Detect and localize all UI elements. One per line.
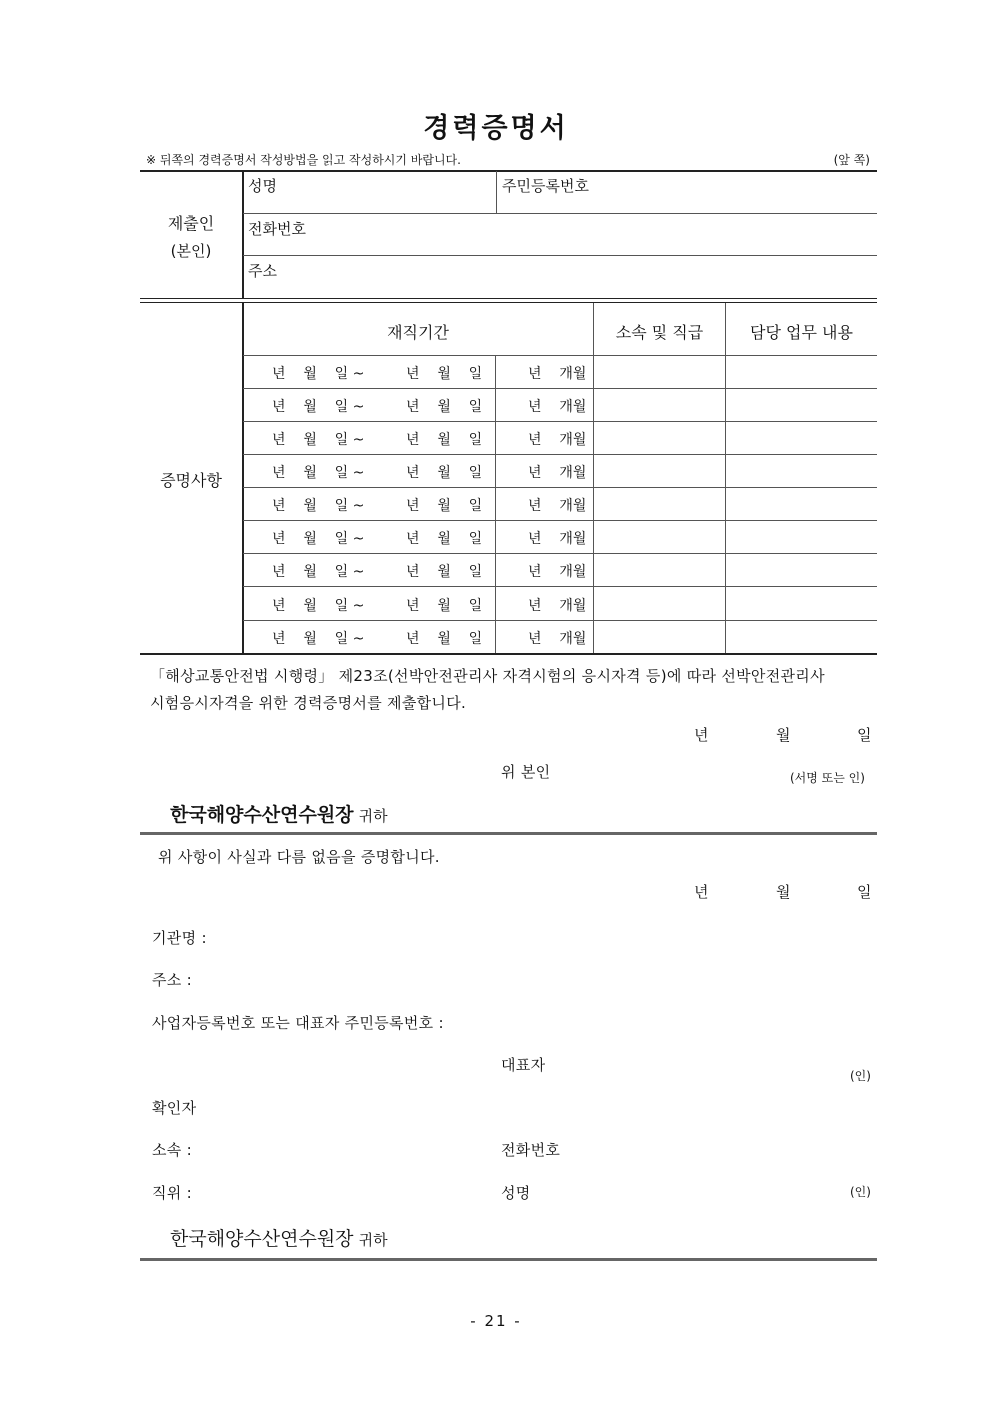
row-length: 년 개월: [528, 366, 587, 382]
section-divider: [140, 832, 877, 835]
cert-row-rule: [243, 586, 877, 587]
row-from: 년 월 일 ~: [272, 631, 365, 647]
cert-row-rule: [243, 454, 877, 455]
recipient-name: 한국해양수산연수원장: [170, 804, 354, 826]
row-from: 년 월 일 ~: [272, 598, 365, 614]
declaration-line-2: 시험응시자격을 위한 경력증명서를 제출합니다.: [150, 694, 467, 712]
confirmer-phone-label: 전화번호: [501, 1141, 561, 1159]
page-side-label: (앞 쪽): [833, 153, 870, 167]
row-from: 년 월 일 ~: [272, 432, 365, 448]
declaration-recipient: [170, 800, 388, 827]
cert-length-divider: [495, 356, 496, 653]
confirmation-day: 일: [857, 883, 872, 901]
affiliation-label: 소속 :: [152, 1141, 193, 1159]
row-to: 년 월 일: [406, 432, 483, 448]
submitter-row-rule-2: [243, 255, 877, 256]
declaration-line-1: 「해상교통안전법 시행령」 제23조(선박안전관리사 자격시험의 응시자격 등)에 따라 선박안전관리사: [150, 667, 825, 685]
cert-row-rule: [243, 520, 877, 521]
cert-row-rule: [243, 553, 877, 554]
row-length: 년 개월: [528, 598, 587, 614]
row-to: 년 월 일: [406, 598, 483, 614]
cert-row-rule: [243, 620, 877, 621]
phone-field-label: 전화번호: [248, 220, 306, 238]
recipient-suffix: 귀하: [358, 807, 388, 825]
cert-row-rule: [243, 421, 877, 422]
row-to: 년 월 일: [406, 631, 483, 647]
table-bottom-rule: [140, 653, 877, 655]
applicant-label: 위 본인: [501, 763, 551, 781]
row-to: 년 월 일: [406, 564, 483, 580]
row-length: 년 개월: [528, 631, 587, 647]
confirmer-name-label: 성명: [501, 1184, 531, 1202]
signature-note: (서명 또는 인): [790, 771, 865, 785]
name-rrn-divider: [496, 171, 497, 213]
job-title-label: 직위 :: [152, 1184, 193, 1202]
row-from: 년 월 일 ~: [272, 498, 365, 514]
row-to: 년 월 일: [406, 366, 483, 382]
duty-header: 담당 업무 내용: [750, 323, 853, 342]
table-top-rule: [140, 170, 877, 172]
row-from: 년 월 일 ~: [272, 465, 365, 481]
bottom-rule: [140, 1258, 877, 1261]
row-length: 년 개월: [528, 465, 587, 481]
block-separator-1: [140, 298, 877, 299]
declaration-year: 년: [694, 726, 709, 744]
recipient-name: 한국해양수산연수원장: [170, 1228, 354, 1250]
representative-label: 대표자: [501, 1056, 546, 1074]
row-from: 년 월 일 ~: [272, 531, 365, 547]
confirmation-month: 월: [776, 883, 791, 901]
row-to: 년 월 일: [406, 498, 483, 514]
row-length: 년 개월: [528, 399, 587, 415]
submitter-label: 제출인: [167, 214, 215, 233]
confirmer-seal: (인): [850, 1185, 871, 1199]
row-length: 년 개월: [528, 564, 587, 580]
page-number: - 21 -: [470, 1312, 522, 1330]
address-field-label: 주소: [248, 262, 277, 280]
confirmation-recipient: [170, 1224, 388, 1251]
business-number-label: 사업자등록번호 또는 대표자 주민등록번호 :: [152, 1014, 444, 1032]
period-header: 재직기간: [387, 323, 449, 342]
representative-seal: (인): [850, 1069, 871, 1083]
confirmation-statement: 위 사항이 사실과 다름 없음을 증명합니다.: [158, 848, 440, 866]
cert-row-rule: [243, 388, 877, 389]
submitter-row-rule-1: [243, 213, 877, 214]
row-length: 년 개월: [528, 432, 587, 448]
row-from: 년 월 일 ~: [272, 366, 365, 382]
row-from: 년 월 일 ~: [272, 564, 365, 580]
org-name-label: 기관명 :: [152, 929, 207, 947]
document-title: 경력증명서: [423, 113, 569, 144]
cert-section-label: 증명사항: [160, 471, 222, 490]
row-to: 년 월 일: [406, 531, 483, 547]
org-address-label: 주소 :: [152, 971, 193, 989]
row-length: 년 개월: [528, 531, 587, 547]
row-from: 년 월 일 ~: [272, 399, 365, 415]
position-header: 소속 및 직급: [615, 323, 704, 342]
confirmation-year: 년: [694, 883, 709, 901]
declaration-month: 월: [776, 726, 791, 744]
declaration-day: 일: [857, 726, 872, 744]
block-separator-2: [140, 302, 877, 303]
submitter-divider: [242, 171, 244, 298]
rrn-field-label: 주민등록번호: [502, 177, 589, 195]
submitter-self-label: (본인): [170, 242, 212, 260]
cert-header-rule: [243, 355, 877, 356]
row-to: 년 월 일: [406, 399, 483, 415]
row-to: 년 월 일: [406, 465, 483, 481]
name-field-label: 성명: [248, 177, 277, 195]
recipient-suffix: 귀하: [358, 1231, 388, 1249]
confirmer-label: 확인자: [152, 1099, 197, 1117]
row-length: 년 개월: [528, 498, 587, 514]
instruction-note: ※ 뒤쪽의 경력증명서 작성방법을 읽고 작성하시기 바랍니다.: [146, 153, 461, 167]
cert-row-rule: [243, 487, 877, 488]
